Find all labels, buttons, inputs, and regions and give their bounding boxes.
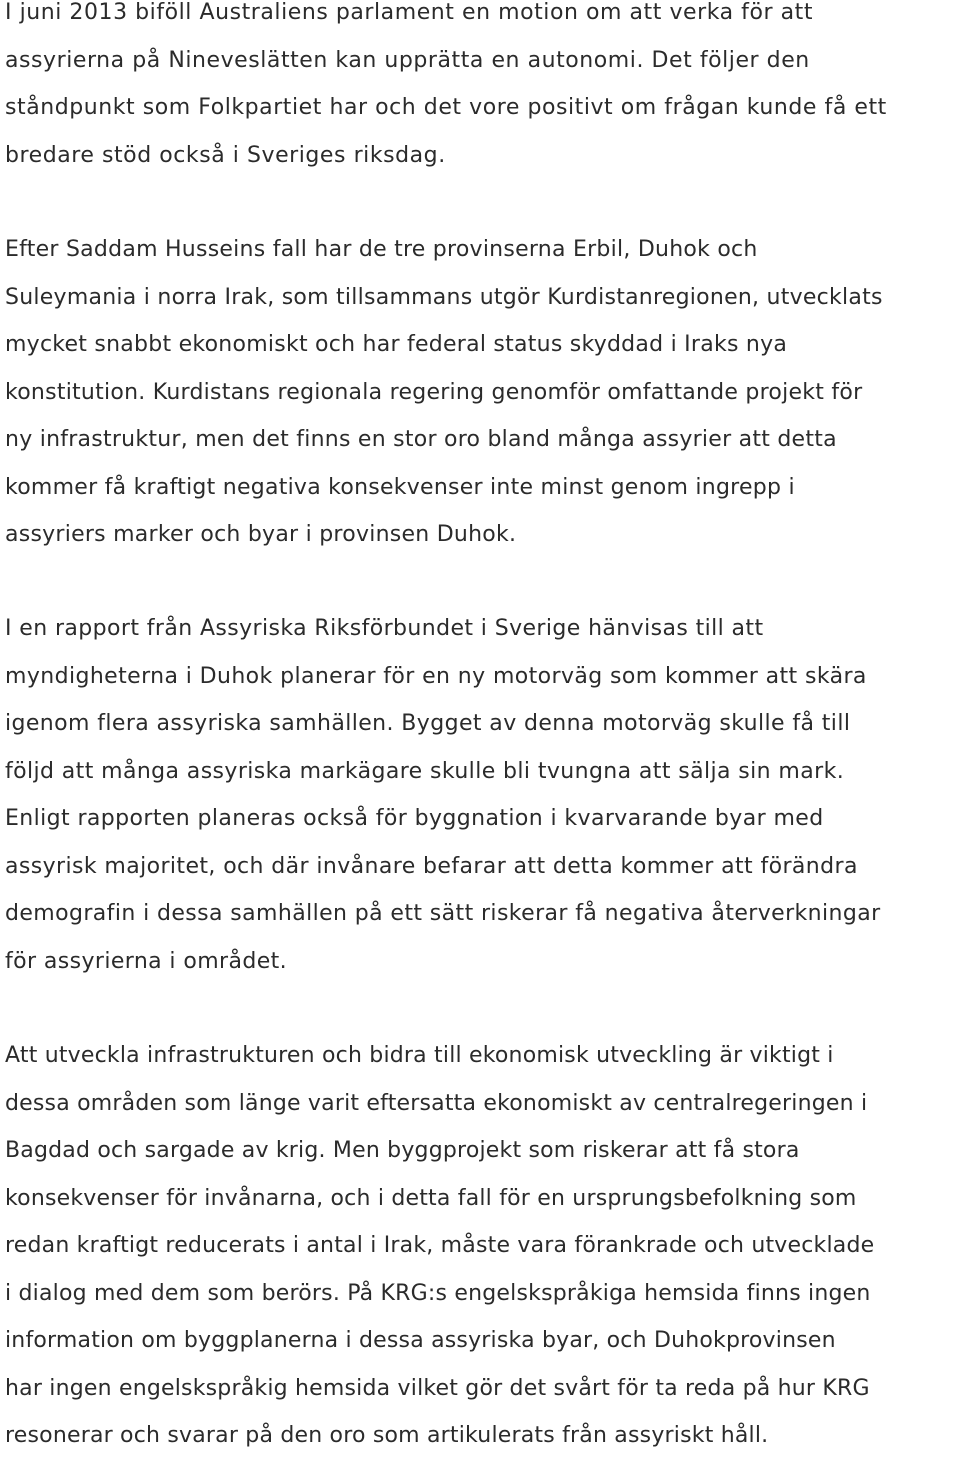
text-line: har ingen engelskspråkig hemsida vilket gör det svårt för ta reda på hur KRG <box>5 1375 870 1401</box>
text-line: I en rapport från Assyriska Riksförbundet i Sverige hänvisas till att <box>5 616 764 641</box>
text-line: konstitution. Kurdistans regionala regering genomför omfattande projekt för <box>5 379 863 405</box>
text-line: Efter Saddam Husseins fall har de tre provinserna Erbil, Duhok och <box>5 237 758 262</box>
paragraph-kurdistan-region <box>5 226 883 559</box>
text-line: kommer få kraftigt negativa konsekvenser inte minst genom ingrepp i <box>5 474 795 500</box>
paragraph-assyrian-report <box>5 605 881 985</box>
text-line: information om byggplanerna i dessa assyriska byar, och Duhokprovinsen <box>5 1328 836 1353</box>
text-line: Att utveckla infrastrukturen och bidra till ekonomisk utveckling är viktigt i <box>5 1043 834 1068</box>
text-line: myndigheterna i Duhok planerar för en ny motorväg som kommer att skära <box>5 663 867 689</box>
text-line: ståndpunkt som Folkpartiet har och det vore positivt om frågan kunde få ett <box>5 95 887 120</box>
text-line: konsekvenser för invånarna, och i detta fall för en ursprungsbefolkning som <box>5 1185 857 1211</box>
text-line: assyrierna på Nineveslätten kan upprätta en autonomi. Det följer den <box>5 47 810 73</box>
paragraph-infrastructure-dialog <box>5 1032 874 1460</box>
text-line: demografin i dessa samhällen på ett sätt riskerar få negativa återverkningar <box>5 901 881 926</box>
text-line: assyrisk majoritet, och där invånare befarar att detta kommer att förändra <box>5 853 858 879</box>
text-line: i dialog med dem som berörs. På KRG:s engelskspråkiga hemsida finns ingen <box>5 1280 871 1306</box>
text-line: följd att många assyriska markägare skulle bli tvungna att sälja sin mark. <box>5 758 845 784</box>
text-line: mycket snabbt ekonomiskt och har federal status skyddad i Iraks nya <box>5 332 788 357</box>
text-line: assyriers marker och byar i provinsen Duhok. <box>5 522 517 547</box>
text-line: Enligt rapporten planeras också för byggnation i kvarvarande byar med <box>5 806 824 831</box>
text-line: för assyrierna i området. <box>5 948 288 974</box>
text-line: Bagdad och sargade av krig. Men byggprojekt som riskerar att få stora <box>5 1138 800 1163</box>
text-line: Suleymania i norra Irak, som tillsammans utgör Kurdistanregionen, utvecklats <box>5 284 883 310</box>
text-line: redan kraftigt reducerats i antal i Irak, måste vara förankrade och utvecklade <box>5 1233 875 1258</box>
text-line: I juni 2013 biföll Australiens parlament en motion om att verka för att <box>5 0 814 25</box>
paragraph-australia-motion <box>5 0 887 179</box>
text-line: igenom flera assyriska samhällen. Bygget av denna motorväg skulle få till <box>5 711 851 736</box>
text-line: bredare stöd också i Sveriges riksdag. <box>5 142 446 168</box>
text-line: ny infrastruktur, men det finns en stor oro bland många assyrier att detta <box>5 427 837 452</box>
text-line: resonerar och svarar på den oro som artikulerats från assyriskt håll. <box>5 1423 769 1448</box>
text-line: dessa områden som länge varit eftersatta ekonomiskt av centralregeringen i <box>5 1090 868 1116</box>
